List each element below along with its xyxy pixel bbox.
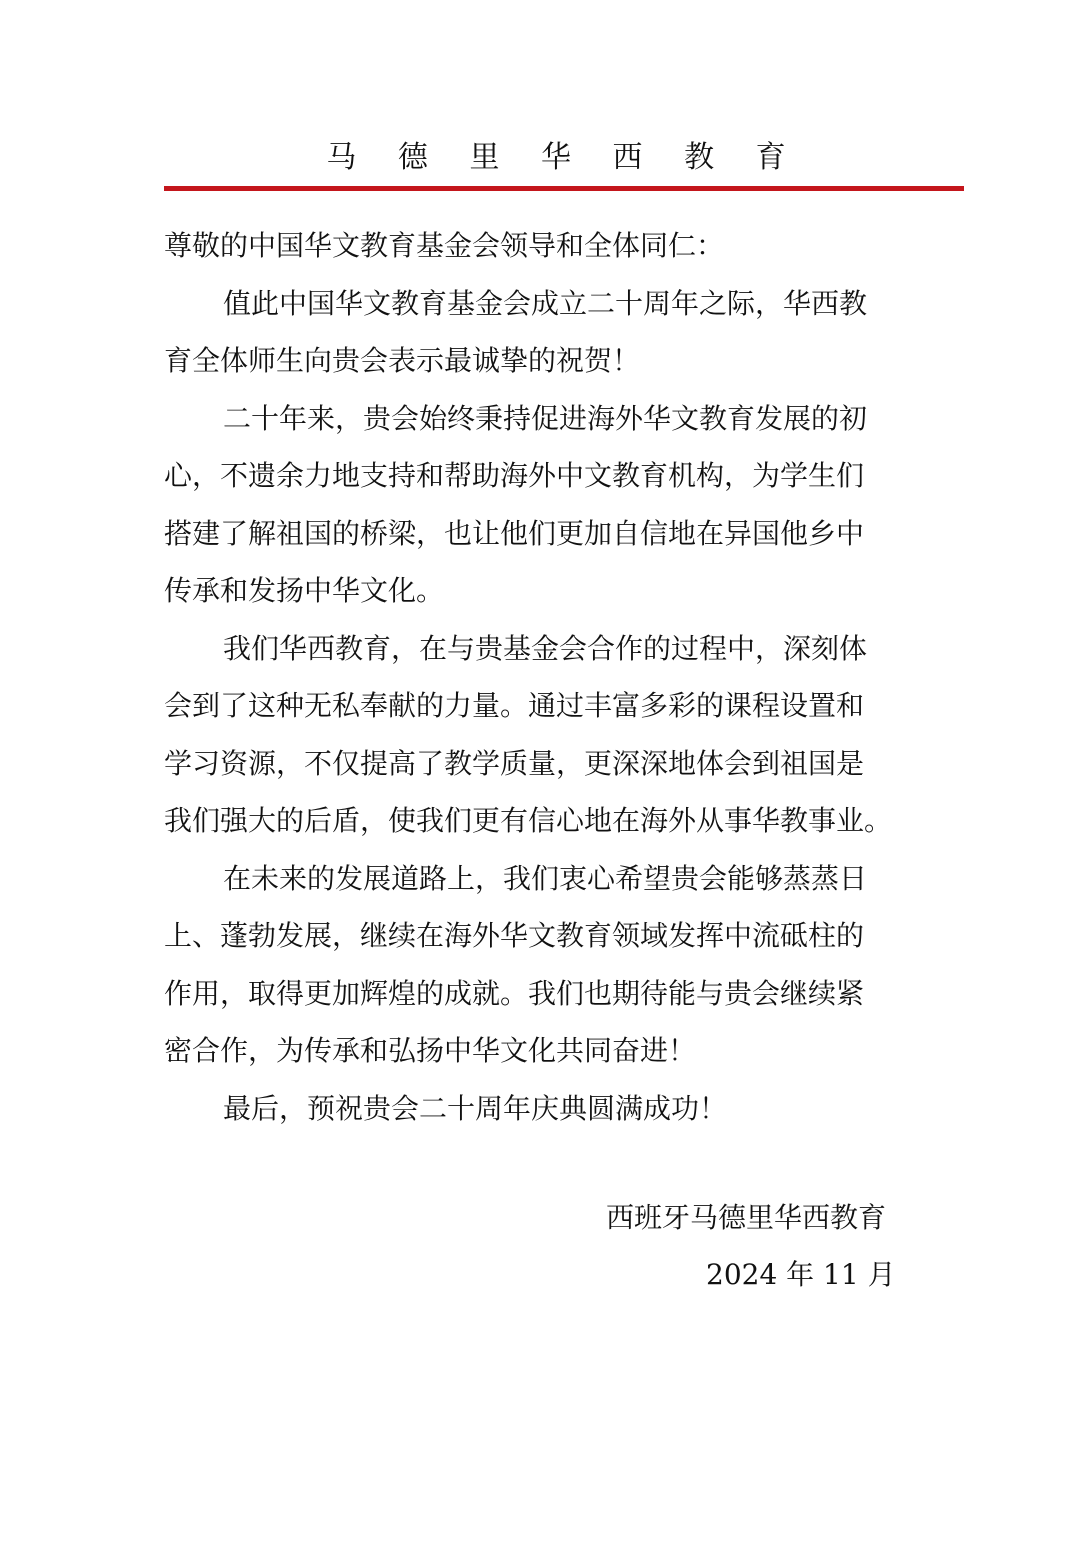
letter-body bbox=[164, 217, 946, 1137]
paragraph-line: 心，不遗余力地支持和帮助海外中文教育机构，为学生们 bbox=[164, 459, 865, 492]
header-divider bbox=[164, 186, 964, 191]
paragraph-future bbox=[164, 850, 946, 1080]
paragraph-line: 密合作，为传承和弘扬中华文化共同奋进！ bbox=[164, 1034, 697, 1067]
paragraph-line: 我们华西教育，在与贵基金会合作的过程中，深刻体 bbox=[223, 631, 868, 665]
paragraph-line: 搭建了解祖国的桥梁，也让他们更加自信地在异国他乡中 bbox=[164, 516, 865, 550]
paragraph-closing bbox=[164, 1080, 946, 1138]
letter-date: 2024 年 11 月 bbox=[706, 1258, 896, 1291]
paragraph-line: 值此中国华文教育基金会成立二十周年之际，华西教 bbox=[223, 286, 868, 320]
paragraph-line: 作用，取得更加辉煌的成就。我们也期待能与贵会继续紧 bbox=[164, 976, 865, 1010]
paragraph-line: 传承和发扬中华文化。 bbox=[164, 574, 445, 607]
paragraph-line: 在未来的发展道路上，我们衷心希望贵会能够蒸蒸日 bbox=[223, 861, 868, 895]
paragraph-congratulations bbox=[164, 275, 946, 390]
salutation: 尊敬的中国华文教育基金会领导和全体同仁： bbox=[164, 229, 725, 262]
paragraph-line: 上、蓬勃发展，继续在海外华文教育领域发挥中流砥柱的 bbox=[164, 919, 865, 952]
signature: 西班牙马德里华西教育 bbox=[606, 1201, 887, 1234]
paragraph-line: 二十年来，贵会始终秉持促进海外华文教育发展的初 bbox=[223, 401, 868, 435]
paragraph-line: 育全体师生向贵会表示最诚挚的祝贺！ bbox=[164, 344, 641, 377]
paragraph-line: 我们强大的后盾，使我们更有信心地在海外从事华教事业。 bbox=[164, 804, 893, 837]
paragraph-line: 会到了这种无私奉献的力量。通过丰富多彩的课程设置和 bbox=[164, 689, 865, 722]
paragraph-twenty-years bbox=[164, 390, 946, 620]
letterhead-title: 马 德 里 华 西 教 育 bbox=[326, 140, 802, 175]
paragraph-line: 学习资源，不仅提高了教学质量，更深深地体会到祖国是 bbox=[164, 746, 865, 780]
paragraph-cooperation bbox=[164, 620, 946, 850]
paragraph-line: 最后，预祝贵会二十周年庆典圆满成功！ bbox=[223, 1091, 728, 1125]
